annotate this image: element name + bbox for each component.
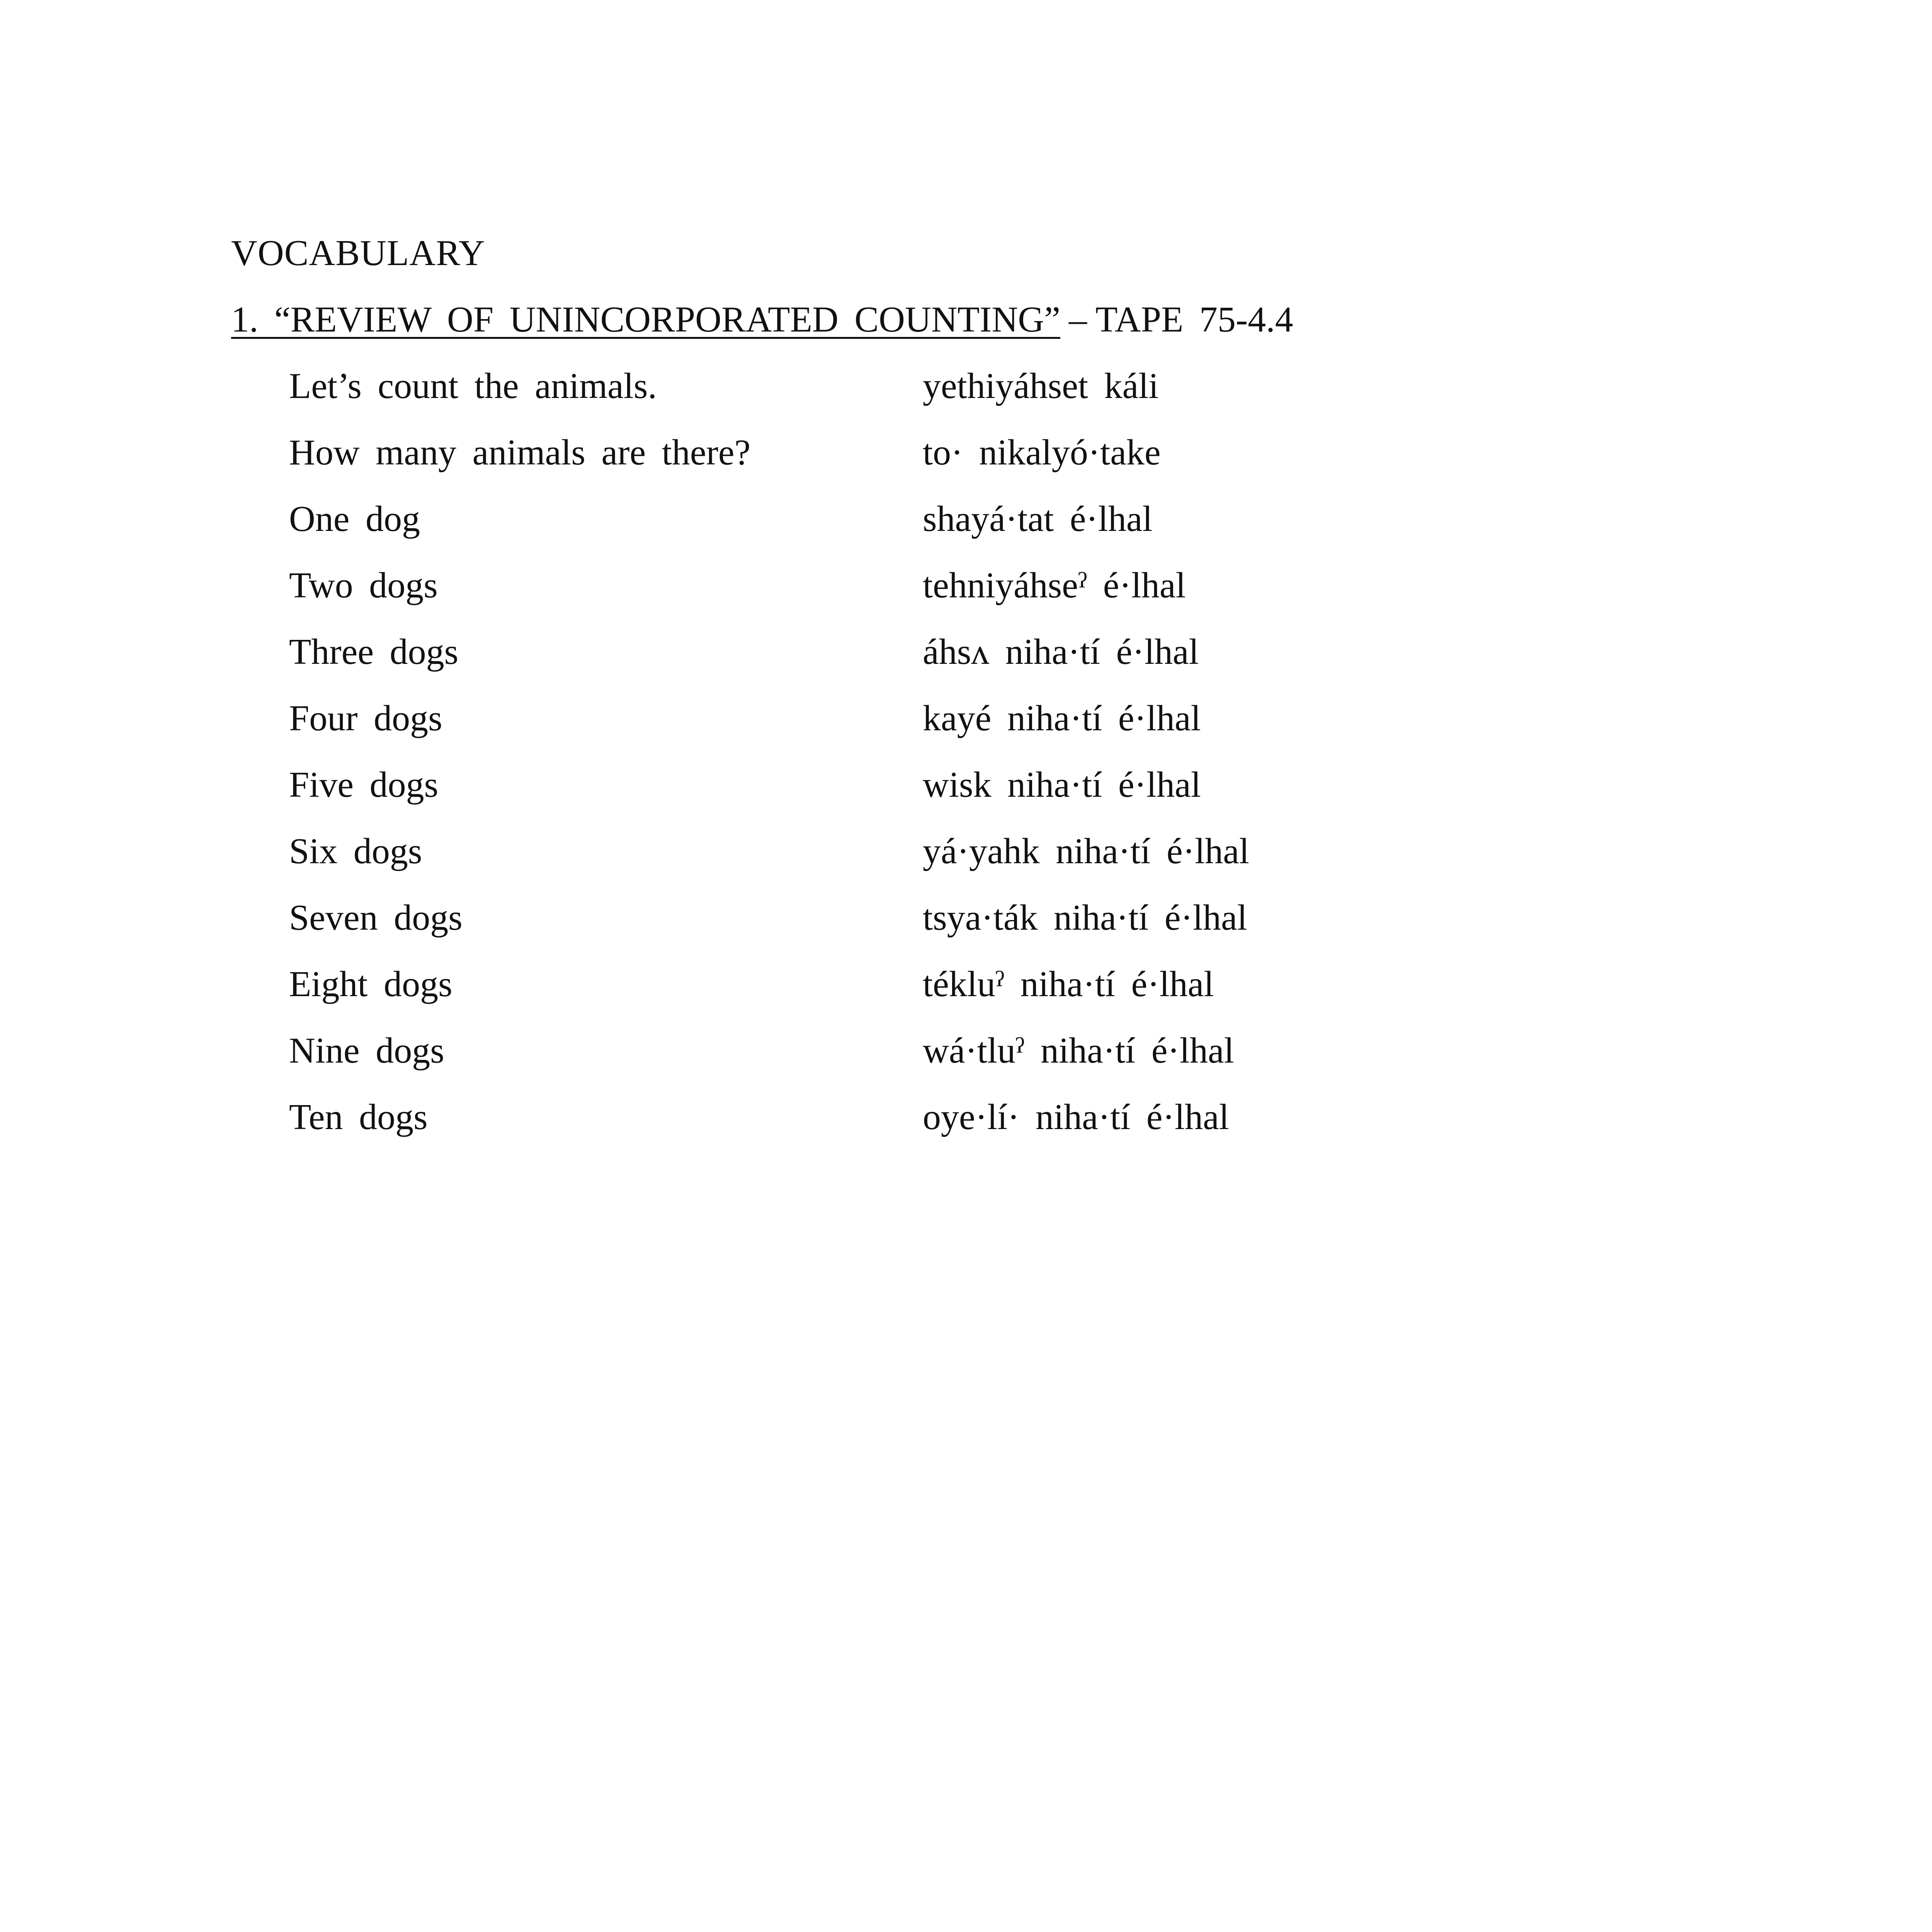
oneida-term: tsya·ták niha·tí é·lhal <box>923 898 1247 938</box>
english-term: How many animals are there? <box>289 432 751 473</box>
vocabulary-row <box>289 893 1448 959</box>
english-term: Eight dogs <box>289 964 452 1004</box>
english-term: Two dogs <box>289 565 438 605</box>
oneida-term: to· nikalyó·take <box>923 432 1161 473</box>
oneida-term: wá·tluˀ niha·tí é·lhal <box>923 1031 1234 1071</box>
english-term: Nine dogs <box>289 1031 444 1071</box>
page-heading: VOCABULARY <box>231 233 485 273</box>
english-term: One dog <box>289 499 420 539</box>
vocabulary-row <box>289 627 1448 693</box>
oneida-term: tékluˀ niha·tí é·lhal <box>923 964 1214 1004</box>
vocabulary-row <box>289 427 1448 494</box>
section-title <box>231 294 1293 345</box>
oneida-term: yethiyáhset káli <box>923 366 1159 406</box>
english-term: Seven dogs <box>289 898 463 938</box>
english-term: Ten dogs <box>289 1097 428 1137</box>
vocabulary-row <box>289 361 1448 427</box>
vocabulary-list <box>289 361 1448 1158</box>
tape-reference: TAPE 75-4.4 <box>1095 299 1293 340</box>
oneida-term: yá·yahk niha·tí é·lhal <box>923 831 1250 871</box>
oneida-term: oye·lí· niha·tí é·lhal <box>923 1097 1229 1137</box>
oneida-term: áhsʌ niha·tí é·lhal <box>923 632 1199 672</box>
vocabulary-row <box>289 1092 1448 1158</box>
oneida-term: shayá·tat é·lhal <box>923 499 1153 539</box>
vocabulary-row <box>289 959 1448 1026</box>
vocabulary-row <box>289 1026 1448 1092</box>
section-title-text: 1. “REVIEW OF UNINCORPORATED COUNTING” <box>231 299 1060 340</box>
section-title-dash: – <box>1068 299 1087 340</box>
english-term: Let’s count the animals. <box>289 366 657 406</box>
english-term: Five dogs <box>289 765 439 805</box>
oneida-term: tehniyáhseˀ é·lhal <box>923 565 1186 605</box>
english-term: Four dogs <box>289 698 442 738</box>
oneida-term: kayé niha·tí é·lhal <box>923 698 1201 738</box>
vocabulary-row <box>289 494 1448 560</box>
vocabulary-row <box>289 693 1448 760</box>
vocabulary-row <box>289 560 1448 627</box>
english-term: Six dogs <box>289 831 422 871</box>
oneida-term: wisk niha·tí é·lhal <box>923 765 1201 805</box>
vocabulary-row <box>289 826 1448 893</box>
vocabulary-row <box>289 760 1448 826</box>
english-term: Three dogs <box>289 632 459 672</box>
